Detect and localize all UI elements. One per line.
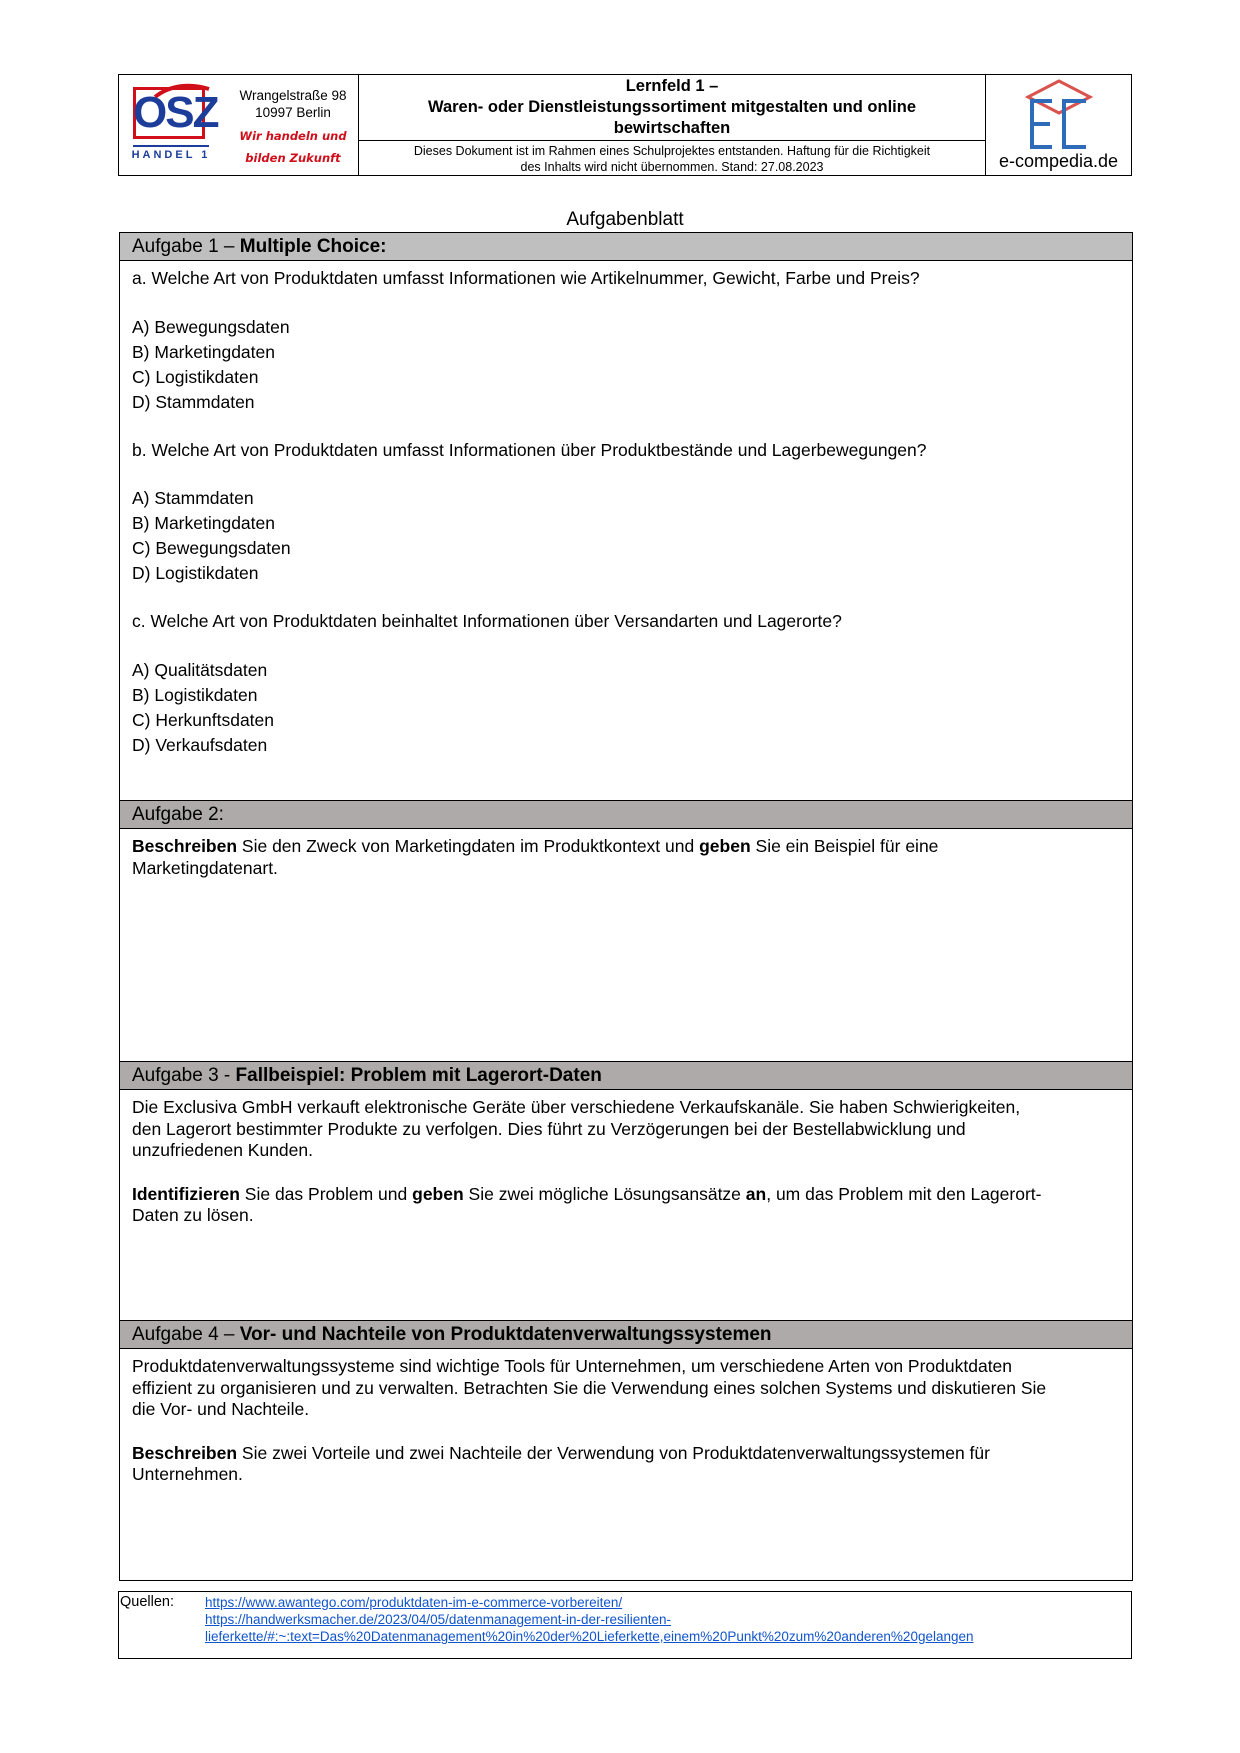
task-4-heading: Aufgabe 4 – Vor- und Nachteile von Produktdatenverwaltungssystemen	[120, 1321, 1132, 1349]
option: B) Marketingdaten	[132, 513, 275, 533]
option: B) Marketingdaten	[132, 341, 275, 362]
option: B) Logistikdaten	[132, 684, 258, 705]
option: D) Verkaufsdaten	[132, 734, 268, 755]
task-3-body: Die Exclusiva GmbH verkauft elektronische Geräte über verschiedene Verkaufskanäle. Sie haben Schwierigkeiten, den Lagerort bestimmter Produkte zu verfolgen. Dies führt zu Verzögerungen bei der Bestellabwicklung und unzufriedenen Kunden. Identifizieren Sie das Problem und geben Sie zwei mögliche Lösungsansätze an, um das Problem mit den Lagerort- Daten zu lösen.	[132, 1097, 1042, 1225]
logo-text: OSZ	[133, 88, 218, 137]
option: A) Bewegungsdaten	[132, 316, 290, 337]
brand-block	[986, 75, 1131, 175]
learning-field-title: Lernfeld 1 – Waren- oder Dienstleistungssortiment mitgestalten und online bewirtschaften	[359, 75, 985, 141]
task-2-body: Beschreiben Sie den Zweck von Marketingdaten im Produktkontext und geben Sie ein Beispiel für eine Marketingdatenart.	[132, 836, 939, 878]
task-3	[119, 1061, 1133, 1321]
disclaimer-note: Dieses Dokument ist im Rahmen eines Schulprojektes entstanden. Haftung für die Richtigkeit des Inhalts wird nicht übernommen. Stand: 27.08.2023	[413, 144, 931, 174]
osz-logo	[119, 75, 219, 175]
option: C) Logistikdaten	[132, 366, 259, 387]
option: A) Qualitätsdaten	[132, 659, 268, 680]
option: D) Logistikdaten	[132, 563, 259, 583]
school-slogan: Wir handeln und bilden Zukunft	[239, 129, 347, 165]
task-3-heading: Aufgabe 3 - Fallbeispiel: Problem mit Lagerort-Daten	[120, 1062, 1132, 1090]
document-header	[118, 74, 1132, 176]
sheet-title: Aufgabenblatt	[566, 209, 684, 230]
source-link[interactable]: lieferkette/#:~:text=Das%20Datenmanagement%20in%20der%20Lieferkette,einem%20Punkt%20zum%20anderen%20gelangen	[205, 1629, 974, 1644]
source-link[interactable]: https://handwerksmacher.de/2023/04/05/datenmanagement-in-der-resilienten-	[205, 1612, 672, 1627]
school-address: Wrangelstraße 98 10997 Berlin	[239, 88, 347, 120]
sources-label: Quellen:	[120, 1594, 175, 1610]
source-link[interactable]: https://www.awantego.com/produktdaten-im-e-commerce-vorbereiten/	[205, 1595, 623, 1610]
option: C) Herkunftsdaten	[132, 709, 275, 730]
brand-text: e-compedia.de	[998, 151, 1119, 171]
ecompedia-logo-icon	[1024, 79, 1094, 151]
task-2	[119, 800, 1133, 1062]
task-1	[119, 232, 1133, 801]
question-a: a. Welche Art von Produktdaten umfasst Informationen wie Artikelnummer, Gewicht, Farbe und Preis?	[132, 268, 920, 288]
option: A) Stammdaten	[132, 488, 254, 508]
logo-subtext: HANDEL 1	[131, 149, 211, 161]
source-links	[205, 1594, 974, 1645]
option: D) Stammdaten	[132, 391, 255, 412]
header-center	[359, 75, 986, 175]
task-1-body	[120, 261, 1132, 758]
option: C) Bewegungsdaten	[132, 538, 291, 558]
task-1-heading: Aufgabe 1 – Multiple Choice:	[120, 233, 1132, 261]
question-b: b. Welche Art von Produktdaten umfasst Informationen über Produktbestände und Lagerbewegungen?	[132, 439, 927, 460]
school-block	[119, 75, 359, 175]
sources-box	[118, 1591, 1132, 1659]
task-4	[119, 1320, 1133, 1581]
question-c: c. Welche Art von Produktdaten beinhaltet Informationen über Versandarten und Lagerorte?	[132, 611, 842, 631]
task-4-body: Produktdatenverwaltungssysteme sind wichtige Tools für Unternehmen, um verschiedene Arten von Produktdaten effizient zu organisieren und zu verwalten. Betrachten Sie die Verwendung eines solchen Systems und diskutieren Sie die Vor- und Nachteile. Beschreiben Sie zwei Vorteile und zwei Nachteile der Verwendung von Produktdatenverwaltungssystemen für Unternehmen.	[132, 1356, 1047, 1484]
task-2-heading: Aufgabe 2:	[120, 801, 1132, 829]
